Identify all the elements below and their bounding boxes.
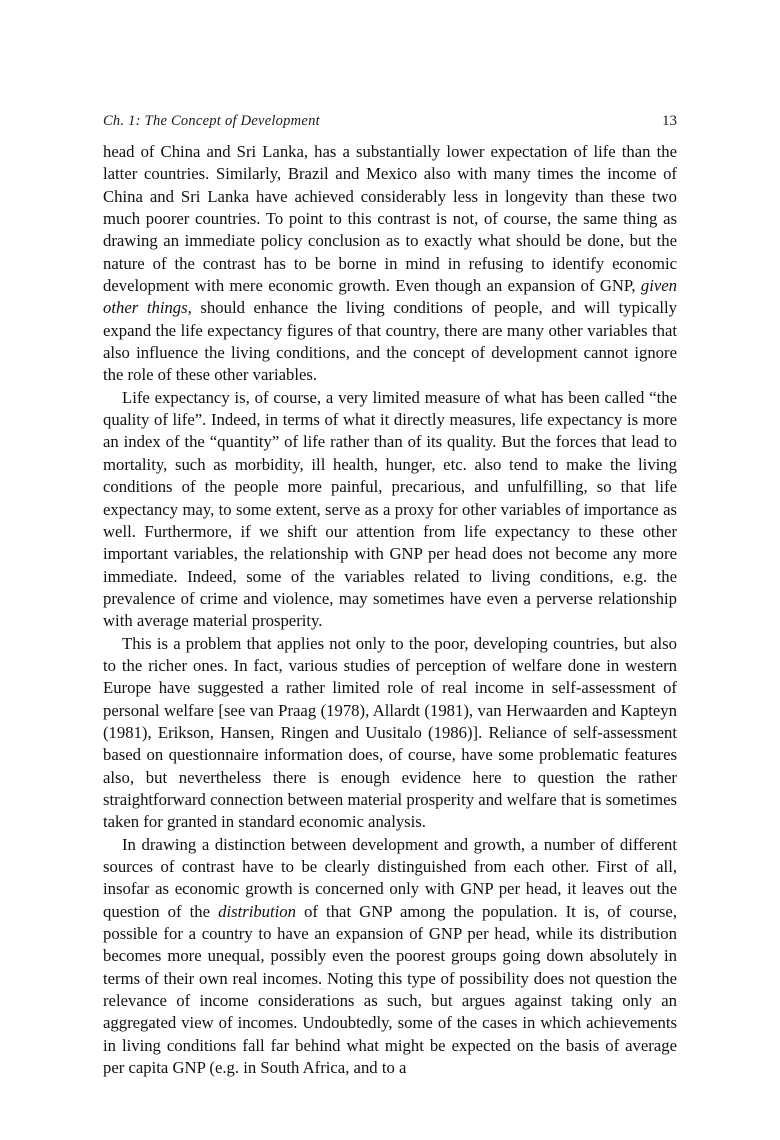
body-paragraph: This is a problem that applies not only to the poor, developing countries, but also to the richer ones. In fact, various studies of perception of welfare done in western Europe have suggested a rather limited role of real income in self-assessment of personal welfare [see van Praag (1978), Allardt (1981), van Herwaarden and Kapteyn (1981), Erikson, Hansen, Ringen and Uusitalo (1986)]. Reliance of self-assessment based on questionnaire information does, of course, have some problematic features also, but nevertheless there is enough evidence here to question the rather straightforward connection between material prosperity and welfare that is sometimes taken for granted in standard economic analysis. <box>103 633 677 832</box>
running-head <box>103 113 677 133</box>
emphasised-phrase: given other things <box>103 276 677 318</box>
body-paragraph: In drawing a distinction between development and growth, a number of different sources of contrast have to be clearly distinguished from each other. First of all, insofar as economic growth is concerned only with GNP per head, it leaves out the question of the distribution of that GNP among the population. It is, of course, possible for a country to have an expansion of GNP per head, while its distribution becomes more unequal, possibly even the poorest groups going down absolutely in terms of their own real incomes. Noting this type of possibility does not question the relevance of income considerations as such, but argues against taking only an aggregated view of incomes. Undoubtedly, some of the cases in which achievements in living conditions fall far behind what might be expected on the basis of average per capita GNP (e.g. in South Africa, and to a <box>103 834 677 1078</box>
page-number: 13 <box>662 113 677 129</box>
body-text-block <box>103 141 677 1079</box>
running-head-title: Ch. 1: The Concept of Development <box>103 113 320 129</box>
body-paragraph: head of China and Sri Lanka, has a substantially lower expectation of life than the latter countries. Similarly, Brazil and Mexico also with many times the income of China and Sri Lanka have achieved considerably less in longevity than these two much poorer countries. To point to this contrast is not, of course, the same thing as drawing an immediate policy conclusion as to exactly what should be done, but the nature of the contrast has to be borne in mind in refusing to identify economic development with mere economic growth. Even though an expansion of GNP, given other things, should enhance the living conditions of people, and will typically expand the life expectancy figures of that country, there are many other variables that also influence the living conditions, and the concept of development cannot ignore the role of these other variables. <box>103 142 677 385</box>
emphasised-phrase: distribution <box>218 901 296 921</box>
body-paragraph: Life expectancy is, of course, a very limited measure of what has been called “the quality of life”. Indeed, in terms of what it directly measures, life expectancy is more an index of the “quantity” of life rather than of its quality. But the forces that lead to mortality, such as morbidity, ill health, hunger, etc. also tend to make the living conditions of the people more painful, precarious, and unfulfilling, so that life expectancy may, to some extent, serve as a proxy for other variables of importance as well. Furthermore, if we shift our attention from life expectancy to these other important variables, the relationship with GNP per head does not become any more immediate. Indeed, some of the variables related to living conditions, e.g. the prevalence of crime and violence, may sometimes have even a perverse relationship with average material prosperity. <box>103 387 677 631</box>
